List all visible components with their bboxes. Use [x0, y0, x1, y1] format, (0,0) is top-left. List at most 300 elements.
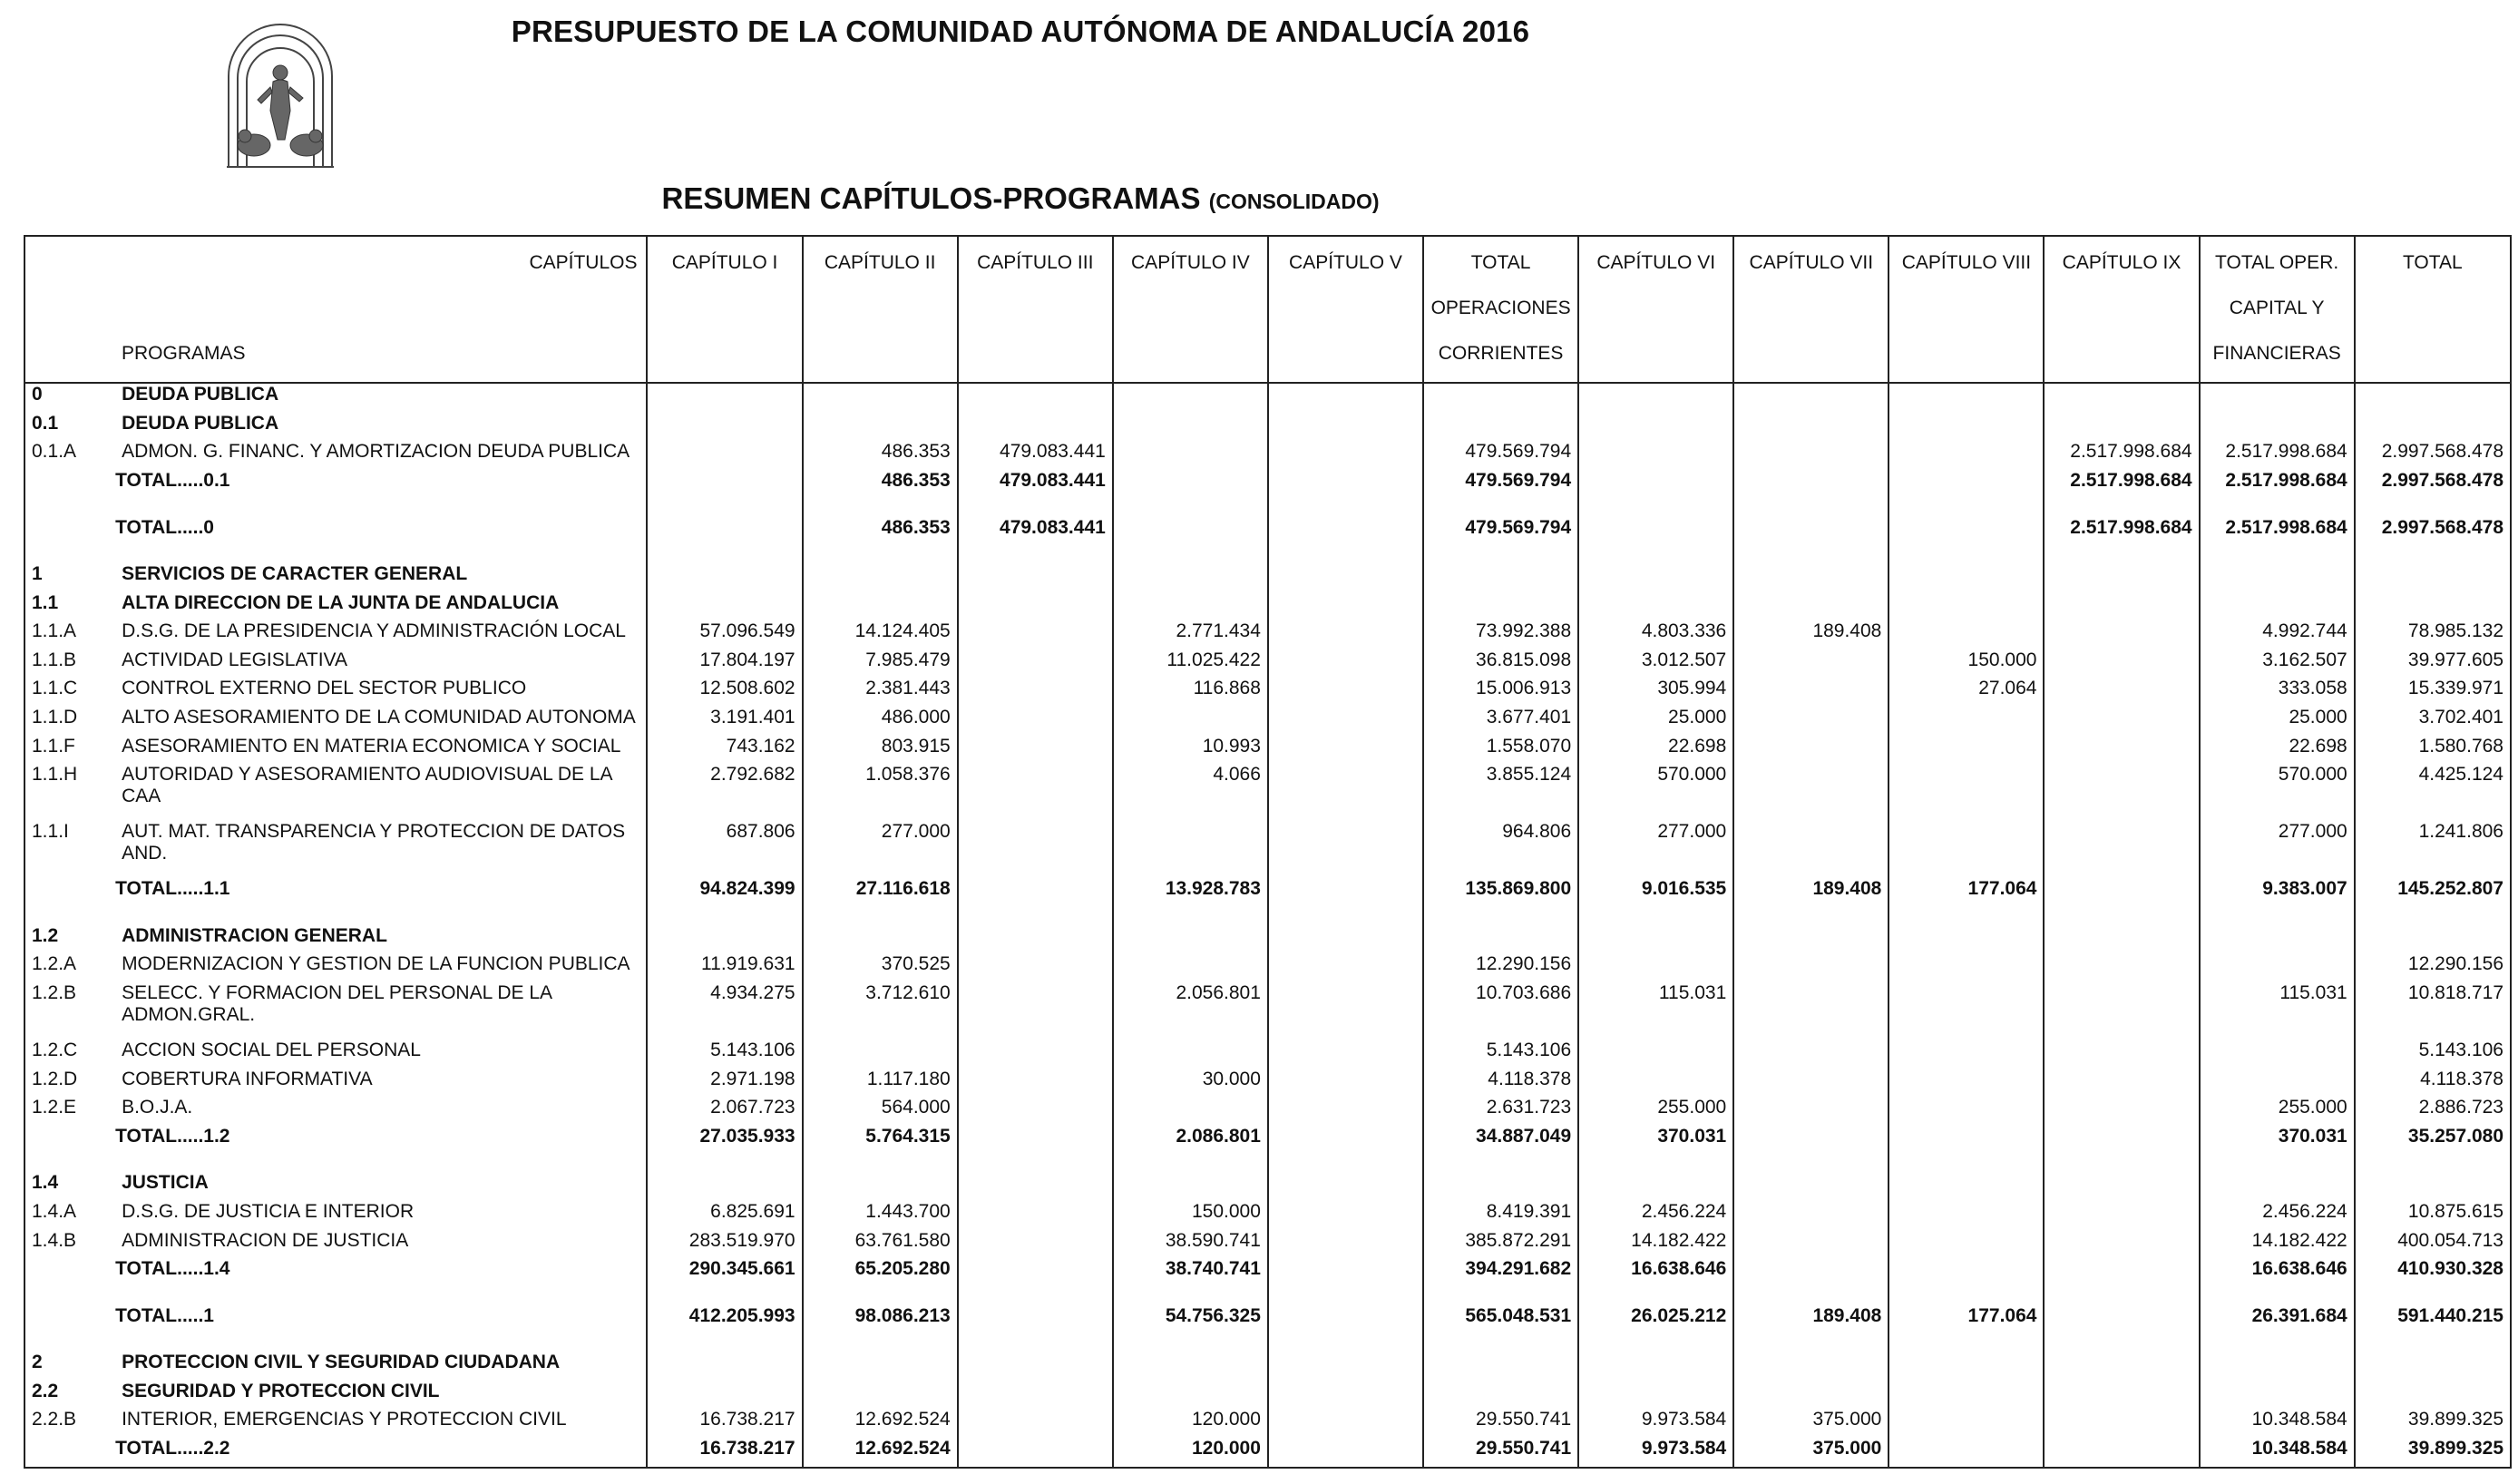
table-row — [24, 821, 2511, 878]
value-cell — [1888, 736, 2044, 765]
row-code: 1.1.C — [24, 678, 115, 707]
value-cell — [1423, 563, 1578, 592]
value-cell — [2355, 383, 2511, 413]
value-cell: 5.764.315 — [803, 1126, 958, 1155]
value-cell — [1268, 907, 1423, 925]
value-cell: 479.569.794 — [1423, 517, 1578, 546]
value-cell — [1268, 707, 1423, 736]
value-cell: 39.899.325 — [2355, 1409, 2511, 1438]
value-cell — [1268, 1305, 1423, 1334]
value-cell — [803, 1287, 958, 1305]
value-cell — [1268, 1154, 1423, 1172]
value-cell — [1423, 907, 1578, 925]
value-cell — [2355, 413, 2511, 442]
value-cell: 479.083.441 — [958, 470, 1113, 499]
value-cell: 15.006.913 — [1423, 678, 1578, 707]
value-cell — [958, 649, 1113, 679]
value-cell — [2044, 821, 2199, 878]
value-cell: 38.740.741 — [1113, 1258, 1268, 1287]
value-cell — [803, 592, 958, 621]
value-cell: 277.000 — [1578, 821, 1733, 878]
table-row — [24, 982, 2511, 1040]
value-cell — [2200, 499, 2355, 517]
value-cell — [1578, 470, 1733, 499]
header-cap4 — [1113, 236, 1268, 383]
value-cell — [1578, 1466, 1733, 1468]
value-cell — [647, 563, 802, 592]
value-cell — [2200, 1287, 2355, 1305]
header-cap1-label: CAPÍTULO I — [671, 252, 778, 273]
value-cell — [2044, 1333, 2199, 1352]
value-cell — [1733, 1381, 1888, 1410]
value-cell — [958, 736, 1113, 765]
value-cell: 2.792.682 — [647, 764, 802, 821]
value-cell — [958, 1466, 1113, 1468]
value-cell — [1268, 1040, 1423, 1069]
value-cell — [1268, 1069, 1423, 1098]
row-label: AUTORIDAD Y ASESORAMIENTO AUDIOVISUAL DE LA CAA — [115, 764, 647, 821]
value-cell — [1423, 1154, 1578, 1172]
value-cell — [958, 1040, 1113, 1069]
header-cap8 — [1888, 236, 2044, 383]
row-label: ACCION SOCIAL DEL PERSONAL — [115, 1040, 647, 1069]
row-label: ALTO ASESORAMIENTO DE LA COMUNIDAD AUTONOMA — [115, 707, 647, 736]
table-row — [24, 707, 2511, 736]
value-cell — [1113, 925, 1268, 954]
value-cell — [1268, 592, 1423, 621]
value-cell — [1423, 925, 1578, 954]
value-cell — [1268, 1352, 1423, 1381]
value-cell — [1423, 1172, 1578, 1201]
value-cell — [1113, 1172, 1268, 1201]
value-cell — [1733, 1126, 1888, 1155]
value-cell — [1113, 383, 1268, 413]
value-cell — [2044, 953, 2199, 982]
row-code: 1.1.F — [24, 736, 115, 765]
value-cell — [1113, 517, 1268, 546]
value-cell — [1268, 678, 1423, 707]
value-cell — [803, 413, 958, 442]
row-code — [24, 1258, 115, 1287]
value-cell — [647, 907, 802, 925]
value-cell: 5.143.106 — [2355, 1040, 2511, 1069]
section-row — [24, 413, 2511, 442]
row-code: 2.2 — [24, 1381, 115, 1410]
value-cell — [1268, 1258, 1423, 1287]
value-cell — [1268, 1201, 1423, 1230]
value-cell — [958, 878, 1113, 907]
row-code: 1.2.C — [24, 1040, 115, 1069]
budget-summary-table — [24, 235, 2512, 1469]
header-capitulos: CAPÍTULOS — [529, 252, 638, 273]
value-cell — [1888, 413, 2044, 442]
value-cell — [1578, 563, 1733, 592]
value-cell — [2355, 1172, 2511, 1201]
row-label: SEGURIDAD Y PROTECCION CIVIL — [115, 1381, 647, 1410]
value-cell — [1578, 1154, 1733, 1172]
value-cell: 116.868 — [1113, 678, 1268, 707]
value-cell — [1733, 907, 1888, 925]
value-cell — [2044, 764, 2199, 821]
value-cell: 25.000 — [2200, 707, 2355, 736]
header-cap2 — [803, 236, 958, 383]
total-row — [24, 1126, 2511, 1155]
value-cell: 27.064 — [1888, 678, 2044, 707]
value-cell — [1578, 517, 1733, 546]
value-cell: 3.702.401 — [2355, 707, 2511, 736]
value-cell — [1888, 953, 2044, 982]
value-cell — [1113, 413, 1268, 442]
value-cell — [1113, 1287, 1268, 1305]
value-cell — [1268, 545, 1423, 563]
value-cell — [1733, 764, 1888, 821]
value-cell: 9.973.584 — [1578, 1409, 1733, 1438]
row-code: 1.2 — [24, 925, 115, 954]
subtitle-main: RESUMEN CAPÍTULOS-PROGRAMAS — [661, 181, 1201, 215]
value-cell — [2044, 1381, 2199, 1410]
header-cap8-label: CAPÍTULO VIII — [1901, 252, 2032, 273]
row-label — [115, 907, 647, 925]
value-cell: 2.517.998.684 — [2044, 470, 2199, 499]
value-cell — [1888, 545, 2044, 563]
value-cell — [1113, 1352, 1268, 1381]
table-row — [24, 953, 2511, 982]
value-cell: 98.086.213 — [803, 1305, 958, 1334]
value-cell — [647, 1333, 802, 1352]
value-cell — [1423, 413, 1578, 442]
value-cell — [803, 925, 958, 954]
row-code — [24, 517, 115, 546]
value-cell: 4.118.378 — [1423, 1069, 1578, 1098]
value-cell: 15.339.971 — [2355, 678, 2511, 707]
row-label: D.S.G. DE LA PRESIDENCIA Y ADMINISTRACIÓN LOCAL — [115, 620, 647, 649]
value-cell: 14.124.405 — [803, 620, 958, 649]
value-cell — [803, 499, 958, 517]
value-cell — [2044, 1258, 2199, 1287]
header-cap5 — [1268, 236, 1423, 383]
value-cell: 2.997.568.478 — [2355, 517, 2511, 546]
row-label: INTERIOR, EMERGENCIAS Y PROTECCION CIVIL — [115, 1409, 647, 1438]
value-cell — [2200, 925, 2355, 954]
section-row — [24, 383, 2511, 413]
value-cell: 6.825.691 — [647, 1201, 802, 1230]
value-cell — [1733, 383, 1888, 413]
value-cell — [803, 907, 958, 925]
value-cell — [1888, 1040, 2044, 1069]
total-row — [24, 1258, 2511, 1287]
value-cell — [647, 1381, 802, 1410]
value-cell — [2044, 1466, 2199, 1468]
value-cell — [958, 563, 1113, 592]
value-cell: 486.353 — [803, 470, 958, 499]
value-cell — [2044, 1154, 2199, 1172]
value-cell: 5.143.106 — [1423, 1040, 1578, 1069]
value-cell — [1268, 1409, 1423, 1438]
row-label: ADMINISTRACION GENERAL — [115, 925, 647, 954]
value-cell — [2200, 1333, 2355, 1352]
row-label — [115, 499, 647, 517]
value-cell: 16.738.217 — [647, 1409, 802, 1438]
value-cell — [1268, 470, 1423, 499]
header-cap1 — [647, 236, 802, 383]
row-code: 1.4.A — [24, 1201, 115, 1230]
value-cell — [1888, 764, 2044, 821]
value-cell: 3.712.610 — [803, 982, 958, 1040]
value-cell: 370.525 — [803, 953, 958, 982]
value-cell: 10.875.615 — [2355, 1201, 2511, 1230]
page-subtitle — [0, 181, 2041, 216]
value-cell: 8.419.391 — [1423, 1201, 1578, 1230]
value-cell — [2355, 1381, 2511, 1410]
value-cell — [1268, 1126, 1423, 1155]
value-cell — [1578, 1333, 1733, 1352]
value-cell — [1733, 499, 1888, 517]
value-cell — [958, 620, 1113, 649]
value-cell — [2044, 649, 2199, 679]
value-cell — [1268, 413, 1423, 442]
value-cell: 375.000 — [1733, 1409, 1888, 1438]
value-cell — [1888, 925, 2044, 954]
value-cell — [1888, 441, 2044, 470]
value-cell — [958, 1352, 1113, 1381]
value-cell — [958, 907, 1113, 925]
section-row — [24, 563, 2511, 592]
row-label: AUT. MAT. TRANSPARENCIA Y PROTECCION DE DATOS AND. — [115, 821, 647, 878]
table-body — [24, 383, 2511, 1468]
row-code — [24, 1154, 115, 1172]
value-cell — [1268, 1172, 1423, 1201]
value-cell — [2044, 1287, 2199, 1305]
value-cell — [958, 1258, 1113, 1287]
value-cell — [1113, 563, 1268, 592]
value-cell: 2.086.801 — [1113, 1126, 1268, 1155]
row-label: JUSTICIA — [115, 1172, 647, 1201]
value-cell — [2044, 1409, 2199, 1438]
value-cell — [1423, 1287, 1578, 1305]
value-cell — [958, 1154, 1113, 1172]
table-row — [24, 1201, 2511, 1230]
header-cap9-label: CAPÍTULO IX — [2062, 252, 2181, 273]
value-cell — [647, 1172, 802, 1201]
value-cell — [1268, 1381, 1423, 1410]
row-label: TOTAL.....1 — [115, 1305, 647, 1334]
value-cell: 565.048.531 — [1423, 1305, 1578, 1334]
value-cell — [958, 707, 1113, 736]
value-cell: 2.886.723 — [2355, 1097, 2511, 1126]
value-cell — [958, 592, 1113, 621]
value-cell — [1888, 592, 2044, 621]
row-code: 0 — [24, 383, 115, 413]
value-cell — [2355, 563, 2511, 592]
value-cell: 27.035.933 — [647, 1126, 802, 1155]
header-cap7-label: CAPÍTULO VII — [1749, 252, 1874, 273]
row-code: 1.4 — [24, 1172, 115, 1201]
value-cell — [2044, 1097, 2199, 1126]
value-cell: 3.162.507 — [2200, 649, 2355, 679]
row-label: B.O.J.A. — [115, 1097, 647, 1126]
value-cell — [1733, 413, 1888, 442]
value-cell — [803, 1040, 958, 1069]
value-cell — [1113, 821, 1268, 878]
value-cell: 479.569.794 — [1423, 470, 1578, 499]
value-cell — [2044, 1352, 2199, 1381]
value-cell — [2044, 1069, 2199, 1098]
value-cell: 39.977.605 — [2355, 649, 2511, 679]
value-cell — [1268, 563, 1423, 592]
value-cell — [2044, 1040, 2199, 1069]
value-cell: 4.992.744 — [2200, 620, 2355, 649]
value-cell: 3.677.401 — [1423, 707, 1578, 736]
value-cell — [958, 1381, 1113, 1410]
value-cell — [1733, 821, 1888, 878]
value-cell — [647, 1287, 802, 1305]
row-label: PROTECCION CIVIL Y SEGURIDAD CIUDADANA — [115, 1352, 647, 1381]
value-cell: 35.257.080 — [2355, 1126, 2511, 1155]
total-row — [24, 1305, 2511, 1334]
table-header-row — [24, 236, 2511, 383]
value-cell — [958, 383, 1113, 413]
value-cell — [803, 545, 958, 563]
value-cell — [2044, 982, 2199, 1040]
value-cell: 17.804.197 — [647, 649, 802, 679]
table-row — [24, 649, 2511, 679]
value-cell — [1733, 1230, 1888, 1259]
value-cell — [1268, 1097, 1423, 1126]
value-cell — [647, 925, 802, 954]
value-cell — [958, 1201, 1113, 1230]
value-cell — [2044, 907, 2199, 925]
value-cell: 12.692.524 — [803, 1409, 958, 1438]
value-cell — [1113, 1466, 1268, 1468]
value-cell — [958, 1097, 1113, 1126]
value-cell — [803, 1352, 958, 1381]
value-cell — [1733, 470, 1888, 499]
value-cell — [1888, 1381, 2044, 1410]
value-cell: 16.638.646 — [2200, 1258, 2355, 1287]
value-cell — [1733, 1258, 1888, 1287]
value-cell — [1578, 907, 1733, 925]
row-label: TOTAL.....0.1 — [115, 470, 647, 499]
header-cap3-label: CAPÍTULO III — [977, 252, 1094, 273]
value-cell: 189.408 — [1733, 1305, 1888, 1334]
value-cell: 10.993 — [1113, 736, 1268, 765]
value-cell: 3.012.507 — [1578, 649, 1733, 679]
value-cell — [958, 1409, 1113, 1438]
value-cell — [958, 1172, 1113, 1201]
value-cell: 73.992.388 — [1423, 620, 1578, 649]
row-code — [24, 1333, 115, 1352]
value-cell — [1888, 620, 2044, 649]
value-cell: 135.869.800 — [1423, 878, 1578, 907]
value-cell: 177.064 — [1888, 878, 2044, 907]
value-cell: 255.000 — [2200, 1097, 2355, 1126]
value-cell: 29.550.741 — [1423, 1409, 1578, 1438]
value-cell: 34.887.049 — [1423, 1126, 1578, 1155]
value-cell — [1733, 592, 1888, 621]
header-total-capital-financieras — [2200, 236, 2355, 383]
value-cell: 964.806 — [1423, 821, 1578, 878]
value-cell: 3.191.401 — [647, 707, 802, 736]
value-cell — [2044, 545, 2199, 563]
subtitle-note: (CONSOLIDADO) — [1208, 190, 1380, 213]
row-label: DEUDA PUBLICA — [115, 383, 647, 413]
value-cell — [1888, 1201, 2044, 1230]
value-cell — [1888, 1172, 2044, 1201]
value-cell — [1578, 441, 1733, 470]
value-cell — [1578, 953, 1733, 982]
value-cell — [1733, 1333, 1888, 1352]
value-cell: 29.550.741 — [1423, 1438, 1578, 1467]
row-code — [24, 545, 115, 563]
table-row — [24, 678, 2511, 707]
value-cell — [2355, 499, 2511, 517]
row-label: DEUDA PUBLICA — [115, 413, 647, 442]
value-cell — [2044, 413, 2199, 442]
value-cell — [1578, 1352, 1733, 1381]
value-cell — [2200, 545, 2355, 563]
value-cell — [647, 383, 802, 413]
value-cell — [2200, 907, 2355, 925]
spacer-row — [24, 1154, 2511, 1172]
value-cell — [2355, 925, 2511, 954]
value-cell — [647, 592, 802, 621]
table-row — [24, 1069, 2511, 1098]
table-row — [24, 1097, 2511, 1126]
row-code: 1.2.D — [24, 1069, 115, 1098]
value-cell — [2044, 1126, 2199, 1155]
value-cell — [803, 1466, 958, 1468]
section-row — [24, 1352, 2511, 1381]
row-label: TOTAL.....2.2 — [115, 1438, 647, 1467]
row-code — [24, 470, 115, 499]
value-cell: 36.815.098 — [1423, 649, 1578, 679]
header-tcf-line3: FINANCIERAS — [2212, 343, 2341, 364]
value-cell — [1888, 1230, 2044, 1259]
value-cell: 2.517.998.684 — [2044, 441, 2199, 470]
value-cell — [1578, 1172, 1733, 1201]
value-cell — [1888, 1154, 2044, 1172]
value-cell: 11.919.631 — [647, 953, 802, 982]
value-cell: 4.066 — [1113, 764, 1268, 821]
value-cell: 2.056.801 — [1113, 982, 1268, 1040]
value-cell: 189.408 — [1733, 620, 1888, 649]
value-cell: 2.381.443 — [803, 678, 958, 707]
row-label: D.S.G. DE JUSTICIA E INTERIOR — [115, 1201, 647, 1230]
row-label: TOTAL.....1.1 — [115, 878, 647, 907]
row-code: 1.1.A — [24, 620, 115, 649]
value-cell — [1733, 1154, 1888, 1172]
spacer-row — [24, 907, 2511, 925]
value-cell: 38.590.741 — [1113, 1230, 1268, 1259]
table-row — [24, 736, 2511, 765]
value-cell: 486.353 — [803, 517, 958, 546]
value-cell — [1888, 517, 2044, 546]
value-cell — [803, 1381, 958, 1410]
value-cell: 2.771.434 — [1113, 620, 1268, 649]
value-cell — [1423, 499, 1578, 517]
value-cell — [1733, 649, 1888, 679]
value-cell — [1113, 707, 1268, 736]
value-cell: 283.519.970 — [647, 1230, 802, 1259]
value-cell: 290.345.661 — [647, 1258, 802, 1287]
row-code — [24, 1287, 115, 1305]
row-code: 2 — [24, 1352, 115, 1381]
value-cell — [1113, 907, 1268, 925]
value-cell — [1268, 1466, 1423, 1468]
value-cell — [1578, 413, 1733, 442]
value-cell — [958, 821, 1113, 878]
value-cell — [1733, 1287, 1888, 1305]
